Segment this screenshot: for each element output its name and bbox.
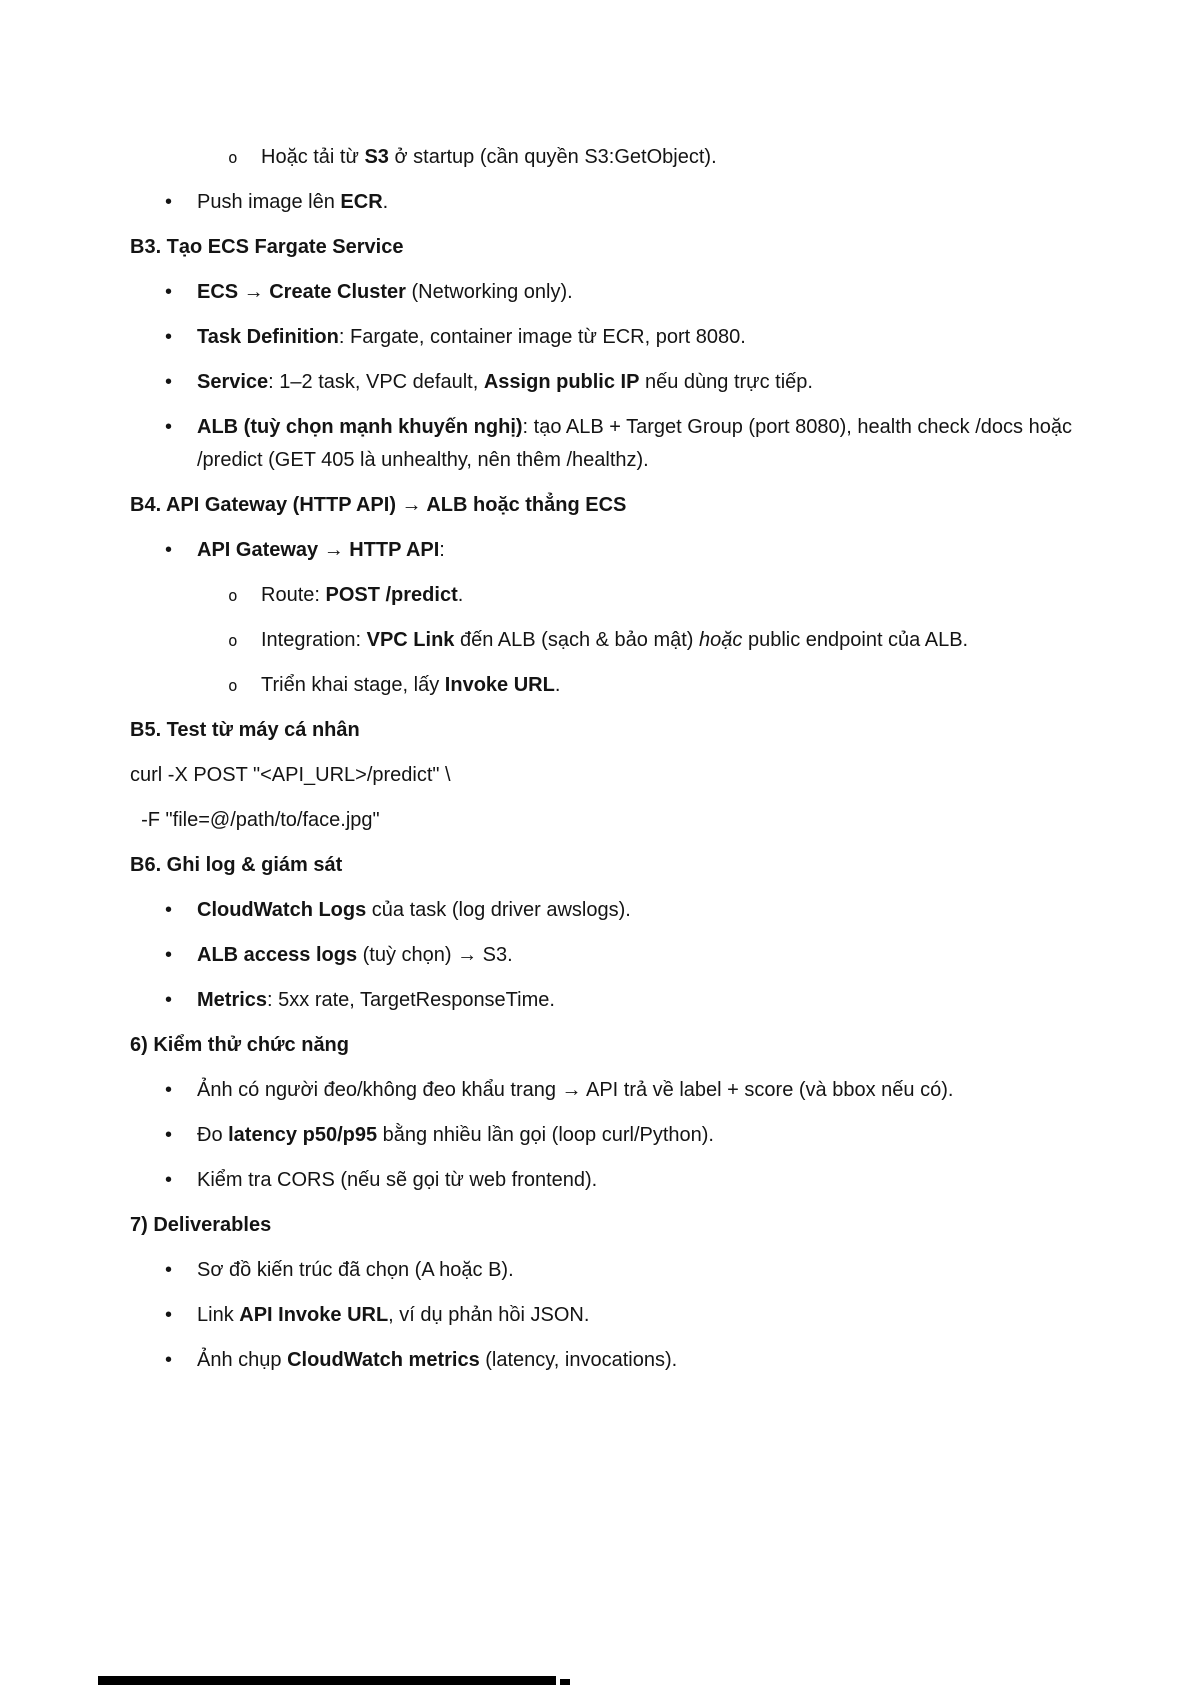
doc-heading <box>130 1029 1080 1062</box>
doc-line <box>130 276 1080 309</box>
doc-line <box>130 1299 1080 1332</box>
doc-text: API Gateway → HTTP API: <box>197 539 445 561</box>
doc-line <box>130 1119 1080 1152</box>
doc-text: Triển khai stage, lấy Invoke URL. <box>261 674 561 696</box>
bullet-marker: • <box>165 326 173 348</box>
subbullet-marker: o <box>228 148 238 167</box>
bottom-partial-bar-nub <box>560 1679 570 1685</box>
doc-line <box>130 579 1080 612</box>
bullet-marker: • <box>165 1124 173 1146</box>
bullet-marker: • <box>165 989 173 1011</box>
bottom-partial-bar <box>98 1676 556 1685</box>
doc-line <box>130 186 1080 219</box>
doc-text: ECS → Create Cluster (Networking only). <box>197 281 573 303</box>
doc-heading <box>130 489 1080 522</box>
bullet-marker: • <box>165 191 173 213</box>
doc-text: Push image lên ECR. <box>197 191 389 213</box>
doc-line <box>130 366 1080 399</box>
doc-text: Ảnh chụp CloudWatch metrics (latency, invocations). <box>197 1349 678 1371</box>
doc-text: B5. Test từ máy cá nhân <box>130 719 360 741</box>
bullet-marker: • <box>165 281 173 303</box>
bullet-marker: • <box>165 416 173 438</box>
doc-line <box>130 984 1080 1017</box>
bullet-marker: • <box>165 899 173 921</box>
doc-text: Service: 1–2 task, VPC default, Assign public IP nếu dùng trực tiếp. <box>197 371 813 393</box>
doc-line <box>130 624 1080 657</box>
bullet-marker: • <box>165 944 173 966</box>
doc-text: B3. Tạo ECS Fargate Service <box>130 236 404 258</box>
subbullet-marker: o <box>228 631 238 650</box>
doc-text: Metrics: 5xx rate, TargetResponseTime. <box>197 989 555 1011</box>
doc-line <box>130 141 1080 174</box>
doc-text: Task Definition: Fargate, container image từ ECR, port 8080. <box>197 326 746 348</box>
doc-text: B6. Ghi log & giám sát <box>130 854 343 876</box>
doc-line <box>130 804 1080 837</box>
bullet-marker: • <box>165 1349 173 1371</box>
doc-text: 6) Kiểm thử chức năng <box>130 1034 349 1056</box>
doc-line <box>130 1074 1080 1107</box>
doc-text: CloudWatch Logs của task (log driver awslogs). <box>197 899 631 921</box>
doc-text: Integration: VPC Link đến ALB (sạch & bảo mật) hoặc public endpoint của ALB. <box>261 629 969 651</box>
subbullet-marker: o <box>228 586 238 605</box>
subbullet-marker: o <box>228 676 238 695</box>
doc-text: ALB (tuỳ chọn mạnh khuyến nghị): tạo ALB + Target Group (port 8080), health check /docs hoặc /predict (GET 405 là unhealthy, nên thêm /healthz). <box>197 416 1078 471</box>
doc-text: Link API Invoke URL, ví dụ phản hồi JSON. <box>197 1304 590 1326</box>
doc-line <box>130 1254 1080 1287</box>
doc-text: Đo latency p50/p95 bằng nhiều lần gọi (loop curl/Python). <box>197 1124 714 1146</box>
doc-text: ALB access logs (tuỳ chọn) → S3. <box>197 944 513 966</box>
doc-heading <box>130 714 1080 747</box>
doc-text: Sơ đồ kiến trúc đã chọn (A hoặc B). <box>197 1259 514 1281</box>
doc-text: 7) Deliverables <box>130 1214 272 1236</box>
doc-heading <box>130 1209 1080 1242</box>
doc-line <box>130 939 1080 972</box>
doc-line <box>130 894 1080 927</box>
doc-text: -F "file=@/path/to/face.jpg" <box>130 809 380 831</box>
bullet-marker: • <box>165 539 173 561</box>
doc-line <box>130 1164 1080 1197</box>
doc-line <box>130 669 1080 702</box>
doc-text: Ảnh có người đeo/không đeo khẩu trang → API trả về label + score (và bbox nếu có). <box>197 1079 954 1101</box>
doc-text: Kiểm tra CORS (nếu sẽ gọi từ web frontend). <box>197 1169 598 1191</box>
doc-line <box>130 759 1080 792</box>
bullet-marker: • <box>165 1304 173 1326</box>
doc-text: Route: POST /predict. <box>261 584 464 606</box>
doc-heading <box>130 849 1080 882</box>
doc-line <box>130 534 1080 567</box>
doc-line <box>130 1344 1080 1377</box>
bullet-marker: • <box>165 371 173 393</box>
bullet-marker: • <box>165 1079 173 1101</box>
bullet-marker: • <box>165 1259 173 1281</box>
doc-text: Hoặc tải từ S3 ở startup (cần quyền S3:GetObject). <box>261 146 717 168</box>
doc-text: B4. API Gateway (HTTP API) → ALB hoặc thẳng ECS <box>130 494 627 516</box>
doc-heading <box>130 231 1080 264</box>
document-content <box>130 141 1080 1389</box>
doc-line <box>130 411 1080 477</box>
doc-line <box>130 321 1080 354</box>
bullet-marker: • <box>165 1169 173 1191</box>
doc-text: curl -X POST "<API_URL>/predict" \ <box>130 764 451 786</box>
